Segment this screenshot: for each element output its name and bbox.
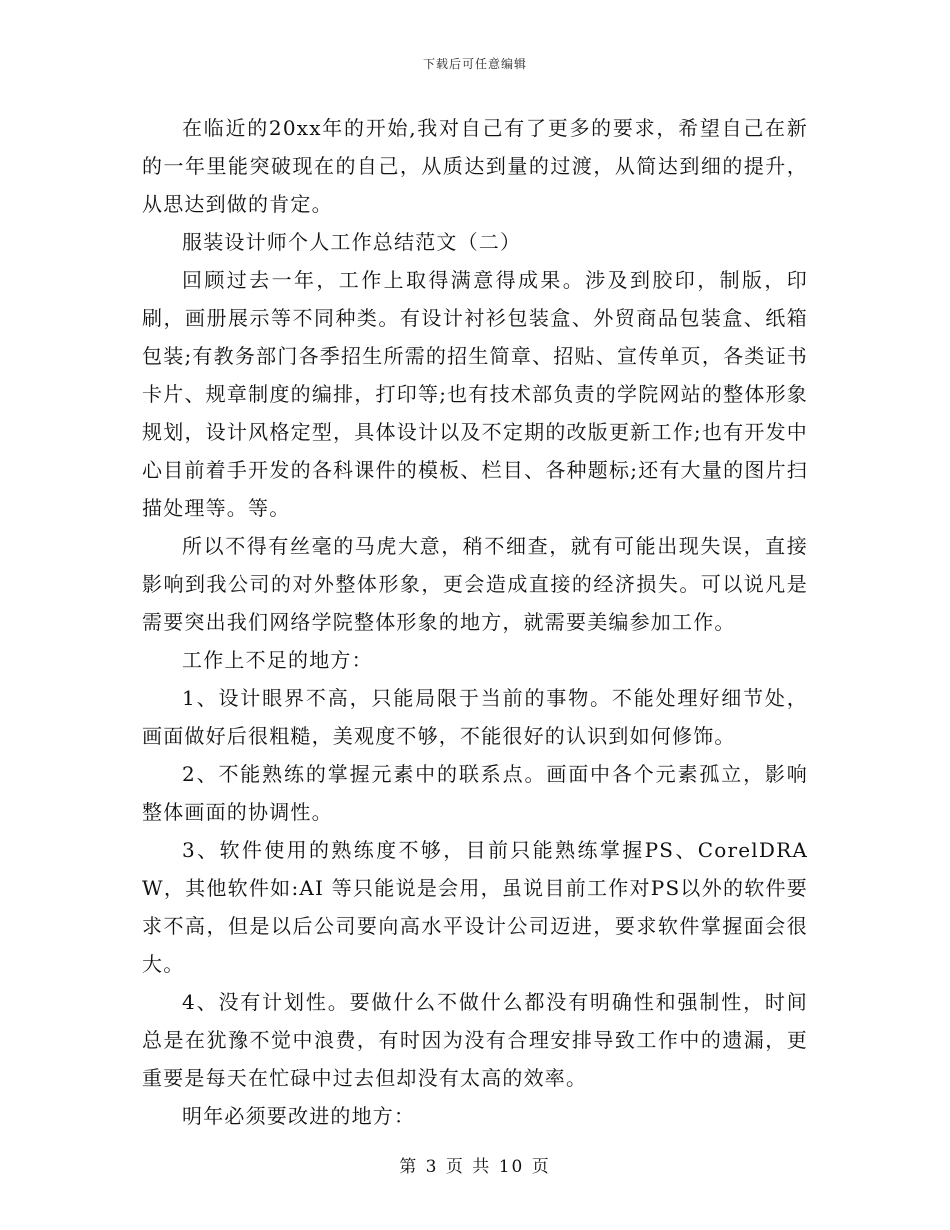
shortcoming-item-4: 4、没有计划性。要做什么不做什么都没有明确性和强制性，时间总是在犹豫不觉中浪费，有时因为没有合理安排导致工作中的遗漏，更重要是每天在忙碌中过去但却没有太高的效率。 — [142, 990, 808, 1090]
improvements-heading: 明年必须要改进的地方： — [182, 1104, 416, 1128]
paragraph-intro-goals: 在临近的20xx年的开始,我对自己有了更多的要求，希望自己在新的一年里能突破现在的自己，从质达到量的过渡，从简达到细的提升，从思达到做的肯定。 — [142, 116, 808, 216]
shortcoming-item-2: 2、不能熟练的掌握元素中的联系点。画面中各个元素孤立，影响整体画面的协调性。 — [142, 762, 808, 824]
shortcoming-item-3: 3、软件使用的熟练度不够，目前只能熟练掌握PS、CorelDRAW，其他软件如:AI 等只能说是会用，虽说目前工作对PS以外的软件要求不高，但是以后公司要向高水平设计公司迈进，要求软件掌握面会很大。 — [142, 838, 808, 976]
page-number-footer: 第 3 页 共 10 页 — [399, 1157, 551, 1177]
document-body — [142, 109, 808, 1135]
shortcomings-heading: 工作上不足的地方： — [182, 648, 373, 672]
page-header: 下载后可任意编辑 — [422, 57, 527, 71]
paragraph-review: 回顾过去一年，工作上取得满意得成果。涉及到胶印，制版，印刷，画册展示等不同种类。有设计衬衫包装盒、外贸商品包装盒、纸箱包装;有教务部门各季招生所需的招生简章、招贴、宣传单页，各类证书卡片、规章制度的编排，打印等;也有技术部负责的学院网站的整体形象规划，设计风格定型，具体设计以及不定期的改版更新工作;也有开发中心目前着手开发的各科课件的模板、栏目、各种题标;还有大量的图片扫描处理等。等。 — [142, 268, 808, 520]
paragraph-caution: 所以不得有丝毫的马虎大意，稍不细查，就有可能出现失误，直接影响到我公司的对外整体形象，更会造成直接的经济损失。可以说凡是需要突出我们网络学院整体形象的地方，就需要美编参加工作。 — [142, 534, 808, 634]
shortcoming-item-1: 1、设计眼界不高，只能局限于当前的事物。不能处理好细节处，画面做好后很粗糙，美观度不够，不能很好的认识到如何修饰。 — [142, 686, 808, 748]
section-heading: 服装设计师个人工作总结范文（二） — [182, 230, 522, 254]
